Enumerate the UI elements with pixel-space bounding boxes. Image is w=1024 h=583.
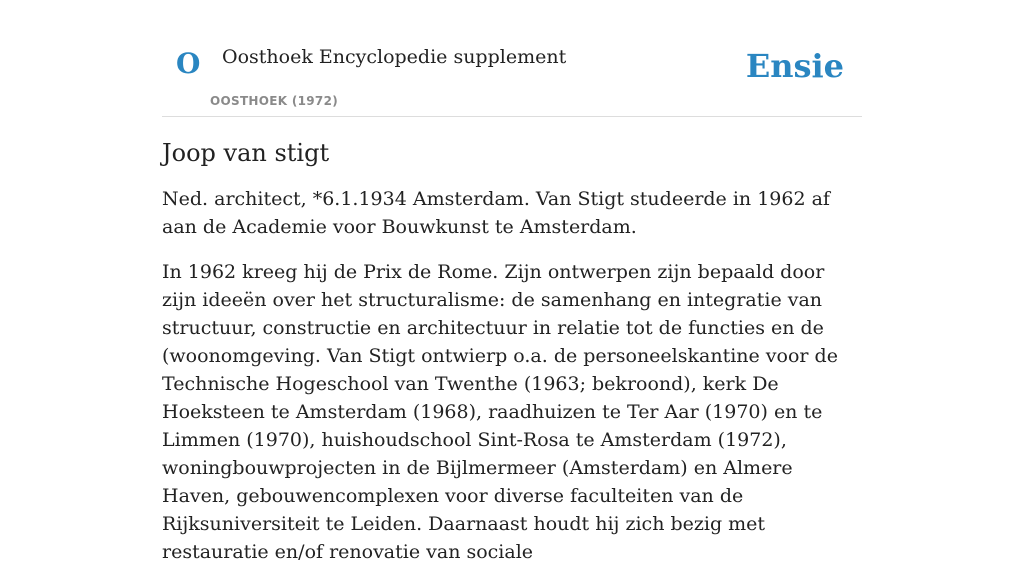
index-letter[interactable]: O bbox=[176, 47, 201, 80]
header bbox=[162, 0, 862, 117]
entry-paragraph: In 1962 kreeg hij de Prix de Rome. Zijn ontwerpen zijn bepaald door zijn ideeën over het structuralisme: de samenhang en integratie van structuur, constructie en architectuur in relatie tot de functies en de (woonomgeving. Van Stigt ontwierp o.a. de personeelskantine voor de Technische Hogeschool van Twenthe (1963; bekroond), kerk De Hoeksteen te Amsterdam (1968), raadhuizen te Ter Aar (1970) en te Limmen (1970), huishoudschool Sint-Rosa te Amsterdam (1972), woningbouwprojecten in de Bijlmermeer (Amsterdam) en Almere Haven, gebouwencomplexen voor diverse faculteiten van de Rijksuniversiteit te Leiden. Daarnaast houdt hij zich bezig met restauratie en/of renovatie van sociale bbox=[162, 261, 838, 564]
entry-paragraph: Ned. architect, *6.1.1934 Amsterdam. Van Stigt studeerde in 1962 af aan de Academie voor Bouwkunst te Amsterdam. bbox=[162, 188, 830, 239]
ensie-logo[interactable]: Ensie bbox=[745, 47, 844, 85]
entry-content bbox=[162, 138, 862, 583]
entry-title: Joop van stigt bbox=[162, 139, 330, 167]
book-source-label: OOSTHOEK (1972) bbox=[210, 94, 339, 108]
book-title-link[interactable]: Oosthoek Encyclopedie supplement bbox=[222, 46, 567, 68]
